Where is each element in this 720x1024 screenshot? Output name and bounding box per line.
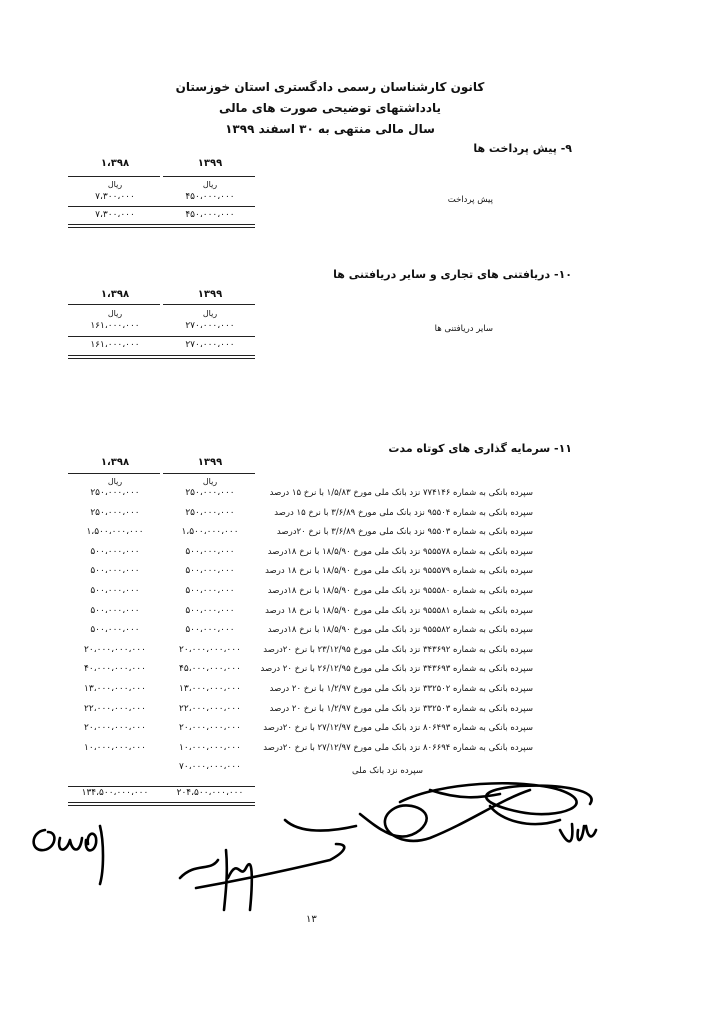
section-10-total-current: ۲۷۰،۰۰۰،۰۰۰ xyxy=(185,340,235,350)
section-11-header-rule-current xyxy=(163,473,255,474)
section-9-year-current: ۱۳۹۹ xyxy=(197,158,223,169)
row-value-current: ۲۵۰،۰۰۰،۰۰۰ xyxy=(185,507,235,518)
table-row xyxy=(0,508,720,527)
row-value-current: ۲۲،۰۰۰،۰۰۰،۰۰۰ xyxy=(179,703,241,714)
table-row xyxy=(0,488,720,507)
section-10-total-prior: ۱۶۱،۰۰۰،۰۰۰ xyxy=(90,340,140,350)
row-description: سپرده بانکی به شماره ۹۵۵۰۴ نزد بانک ملی مورخ ۳/۶/۸۹ با نرخ ۱۵ درصد xyxy=(274,507,533,518)
row-value-current: ۲۵۰،۰۰۰،۰۰۰ xyxy=(185,488,235,498)
row-description: سپرده بانکی به شماره ۹۵۵۵۸۱ نزد بانک ملی مورخ ۱۸/۵/۹۰ با نرخ ۱۸ درصد xyxy=(265,605,533,616)
section-10-value-prior: ۱۶۱،۰۰۰،۰۰۰ xyxy=(90,321,140,331)
handwritten-signatures xyxy=(0,760,720,940)
row-value-current: ۷۰،۰۰۰،۰۰۰،۰۰۰ xyxy=(179,762,241,773)
section-9-row-label: پیش پرداخت xyxy=(447,195,493,205)
table-row xyxy=(0,625,720,644)
table-row xyxy=(0,586,720,605)
table-row xyxy=(0,684,720,703)
section-11-year-prior: ۱،۳۹۸ xyxy=(100,457,130,468)
row-description: سپرده بانکی به شماره ۹۵۵۵۷۸ نزد بانک ملی مورخ ۱۸/۵/۹۰ با نرخ ۱۸درصد xyxy=(267,546,533,557)
row-value-prior: ۱۰،۰۰۰،۰۰۰،۰۰۰ xyxy=(84,742,146,753)
section-10-subtotal-rule xyxy=(68,336,255,337)
row-value-current: ۴۵،۰۰۰،۰۰۰،۰۰۰ xyxy=(179,664,241,675)
section-9-unit-current: ریال xyxy=(202,180,218,189)
fiscal-year-title: سال مالی منتهی به ۳۰ اسفند ۱۳۹۹ xyxy=(225,122,435,136)
section-11-year-current: ۱۳۹۹ xyxy=(197,457,223,468)
row-description: سپرده بانکی به شماره ۹۵۵۵۸۲ نزد بانک ملی مورخ ۱۸/۵/۹۰ با نرخ ۱۸درصد xyxy=(267,625,533,636)
row-value-current: ۱۰،۰۰۰،۰۰۰،۰۰۰ xyxy=(179,742,241,753)
row-description: سپرده بانکی به شماره ۳۴۳۶۹۲ نزد بانک ملی مورخ ۲۳/۱۲/۹۵ با نرخ ۲۰درصد xyxy=(263,644,533,655)
row-value-prior: ۵۰۰،۰۰۰،۰۰۰ xyxy=(90,625,140,636)
row-value-prior: ۴۰،۰۰۰،۰۰۰،۰۰۰ xyxy=(84,664,146,675)
row-description: سپرده بانکی به شماره ۹۵۵۵۷۹ نزد بانک ملی مورخ ۱۸/۵/۹۰ با نرخ ۱۸ درصد xyxy=(265,566,533,577)
section-9-title: ۹- پیش پرداخت ها xyxy=(473,142,572,155)
section-10-header-rule-current xyxy=(163,304,255,305)
section-11-total-prior: ۱۳۴،۵۰۰،۰۰۰،۰۰۰ xyxy=(81,788,149,798)
section-10-unit-current: ریال xyxy=(202,309,218,318)
section-11-unit-current: ریال xyxy=(202,477,218,486)
row-value-prior: ۱۳،۰۰۰،۰۰۰،۰۰۰ xyxy=(84,684,146,694)
section-11-header-rule-prior xyxy=(68,473,160,474)
row-value-prior: ۱،۵۰۰،۰۰۰،۰۰۰ xyxy=(86,527,144,538)
section-10-header-rule-prior xyxy=(68,304,160,305)
table-row xyxy=(0,527,720,546)
row-value-current: ۲۰،۰۰۰،۰۰۰،۰۰۰ xyxy=(179,644,241,655)
right-initials-stroke xyxy=(560,824,596,841)
table-row xyxy=(0,723,720,742)
row-value-prior: ۲۵۰،۰۰۰،۰۰۰ xyxy=(90,488,140,498)
section-11-total-current: ۲۰۴،۵۰۰،۰۰۰،۰۰۰ xyxy=(176,788,244,798)
row-value-prior: ۵۰۰،۰۰۰،۰۰۰ xyxy=(90,546,140,557)
row-value-prior: ۲۰،۰۰۰،۰۰۰،۰۰۰ xyxy=(84,723,146,734)
row-value-prior: ۲۰،۰۰۰،۰۰۰،۰۰۰ xyxy=(84,644,146,655)
row-value-current: ۵۰۰،۰۰۰،۰۰۰ xyxy=(185,625,235,636)
row-value-current: ۱۳،۰۰۰،۰۰۰،۰۰۰ xyxy=(179,684,241,694)
section-9-total-double-rule xyxy=(68,224,255,228)
signatures xyxy=(0,760,720,940)
row-description: سپرده بانکی به شماره ۸۰۶۶۹۴ نزد بانک ملی مورخ ۲۷/۱۲/۹۷ با نرخ ۲۰درصد xyxy=(263,742,533,753)
row-value-prior: ۵۰۰،۰۰۰،۰۰۰ xyxy=(90,586,140,596)
section-9-total-prior: ۷،۳۰۰،۰۰۰ xyxy=(95,210,135,220)
section-11-unit-prior: ریال xyxy=(107,477,123,486)
row-description: سپرده بانکی به شماره ۳۳۲۵۰۲ نزد بانک ملی مورخ ۱/۲/۹۷ با نرخ ۲۰ درصد xyxy=(269,684,533,694)
table-row xyxy=(0,743,720,762)
row-description: سپرده بانکی به شماره ۹۵۵۵۸۰ نزد بانک ملی مورخ ۱۸/۵/۹۰ با نرخ ۱۸درصد xyxy=(267,586,533,596)
table-row xyxy=(0,645,720,664)
row-value-current: ۵۰۰،۰۰۰،۰۰۰ xyxy=(185,586,235,596)
row-value-prior: ۲۵۰،۰۰۰،۰۰۰ xyxy=(90,507,140,518)
row-value-current: ۵۰۰،۰۰۰،۰۰۰ xyxy=(185,566,235,577)
section-10-unit-prior: ریال xyxy=(107,309,123,318)
section-10-title: ۱۰- دریافتنی های تجاری و سایر دریافتنی ها xyxy=(333,268,572,281)
table-row xyxy=(0,664,720,683)
table-row xyxy=(0,704,720,723)
section-9-value-prior: ۷،۳۰۰،۰۰۰ xyxy=(95,192,135,202)
section-10-year-prior: ۱،۳۹۸ xyxy=(100,289,130,300)
table-row xyxy=(0,606,720,625)
table-row xyxy=(0,566,720,585)
section-9-header-rule-current xyxy=(163,176,255,177)
section-10-value-current: ۲۷۰،۰۰۰،۰۰۰ xyxy=(185,321,235,331)
row-value-prior: ۵۰۰،۰۰۰،۰۰۰ xyxy=(90,566,140,577)
row-value-current: ۵۰۰،۰۰۰،۰۰۰ xyxy=(185,546,235,557)
row-description: سپرده بانکی به شماره ۹۵۵۰۳ نزد بانک ملی مورخ ۳/۶/۸۹ با نرخ ۲۰درصد xyxy=(276,527,533,538)
org-title: کانون کارشناسان رسمی دادگستری استان خوزستان xyxy=(175,80,485,94)
row-description: سپرده بانکی به شماره ۸۰۶۴۹۳ نزد بانک ملی مورخ ۲۷/۱۲/۹۷ با نرخ ۲۰درصد xyxy=(263,723,533,734)
section-9-total-current: ۴۵۰،۰۰۰،۰۰۰ xyxy=(185,210,235,220)
section-10-total-double-rule xyxy=(68,355,255,359)
row-description: سپرده بانکی به شماره ۳۴۳۶۹۳ نزد بانک ملی مورخ ۲۶/۱۲/۹۵ با نرخ ۲۰ درصد xyxy=(260,664,533,675)
row-value-current: ۱،۵۰۰،۰۰۰،۰۰۰ xyxy=(181,527,239,538)
right-signature-stroke xyxy=(400,783,592,824)
page-number: ۱۳ xyxy=(306,914,317,925)
section-9-subtotal-rule xyxy=(68,206,255,207)
section-10-year-current: ۱۳۹۹ xyxy=(197,289,223,300)
row-description: سپرده بانکی به شماره ۳۳۲۵۰۳ نزد بانک ملی مورخ ۱/۲/۹۷ با نرخ ۲۰ درصد xyxy=(269,703,533,714)
section-10-row-label: سایر دریافتنی ها xyxy=(434,324,493,334)
section-9-value-current: ۴۵۰،۰۰۰،۰۰۰ xyxy=(185,192,235,202)
doc-subtitle: یادداشتهای توضیحی صورت های مالی xyxy=(218,101,442,115)
section-9-year-prior: ۱،۳۹۸ xyxy=(100,158,130,169)
row-value-current: ۵۰۰،۰۰۰،۰۰۰ xyxy=(185,605,235,616)
row-value-prior: ۲۲،۰۰۰،۰۰۰،۰۰۰ xyxy=(84,703,146,714)
section-9-header-rule-prior xyxy=(68,176,160,177)
row-description: سپرده بانکی به شماره ۷۷۴۱۴۶ نزد بانک ملی مورخ ۱/۵/۸۳ با نرخ ۱۵ درصد xyxy=(269,488,533,498)
row-value-prior: ۵۰۰،۰۰۰،۰۰۰ xyxy=(90,605,140,616)
section-9-unit-prior: ریال xyxy=(107,180,123,189)
middle-signature-stroke xyxy=(180,844,344,910)
table-row xyxy=(0,547,720,566)
section-11-title: ۱۱- سرمایه گذاری های کوتاه مدت xyxy=(388,442,572,455)
left-signature-stroke xyxy=(34,826,103,884)
row-value-current: ۲۰،۰۰۰،۰۰۰،۰۰۰ xyxy=(179,723,241,734)
row-description: سپرده نزد بانک ملی xyxy=(352,766,423,777)
